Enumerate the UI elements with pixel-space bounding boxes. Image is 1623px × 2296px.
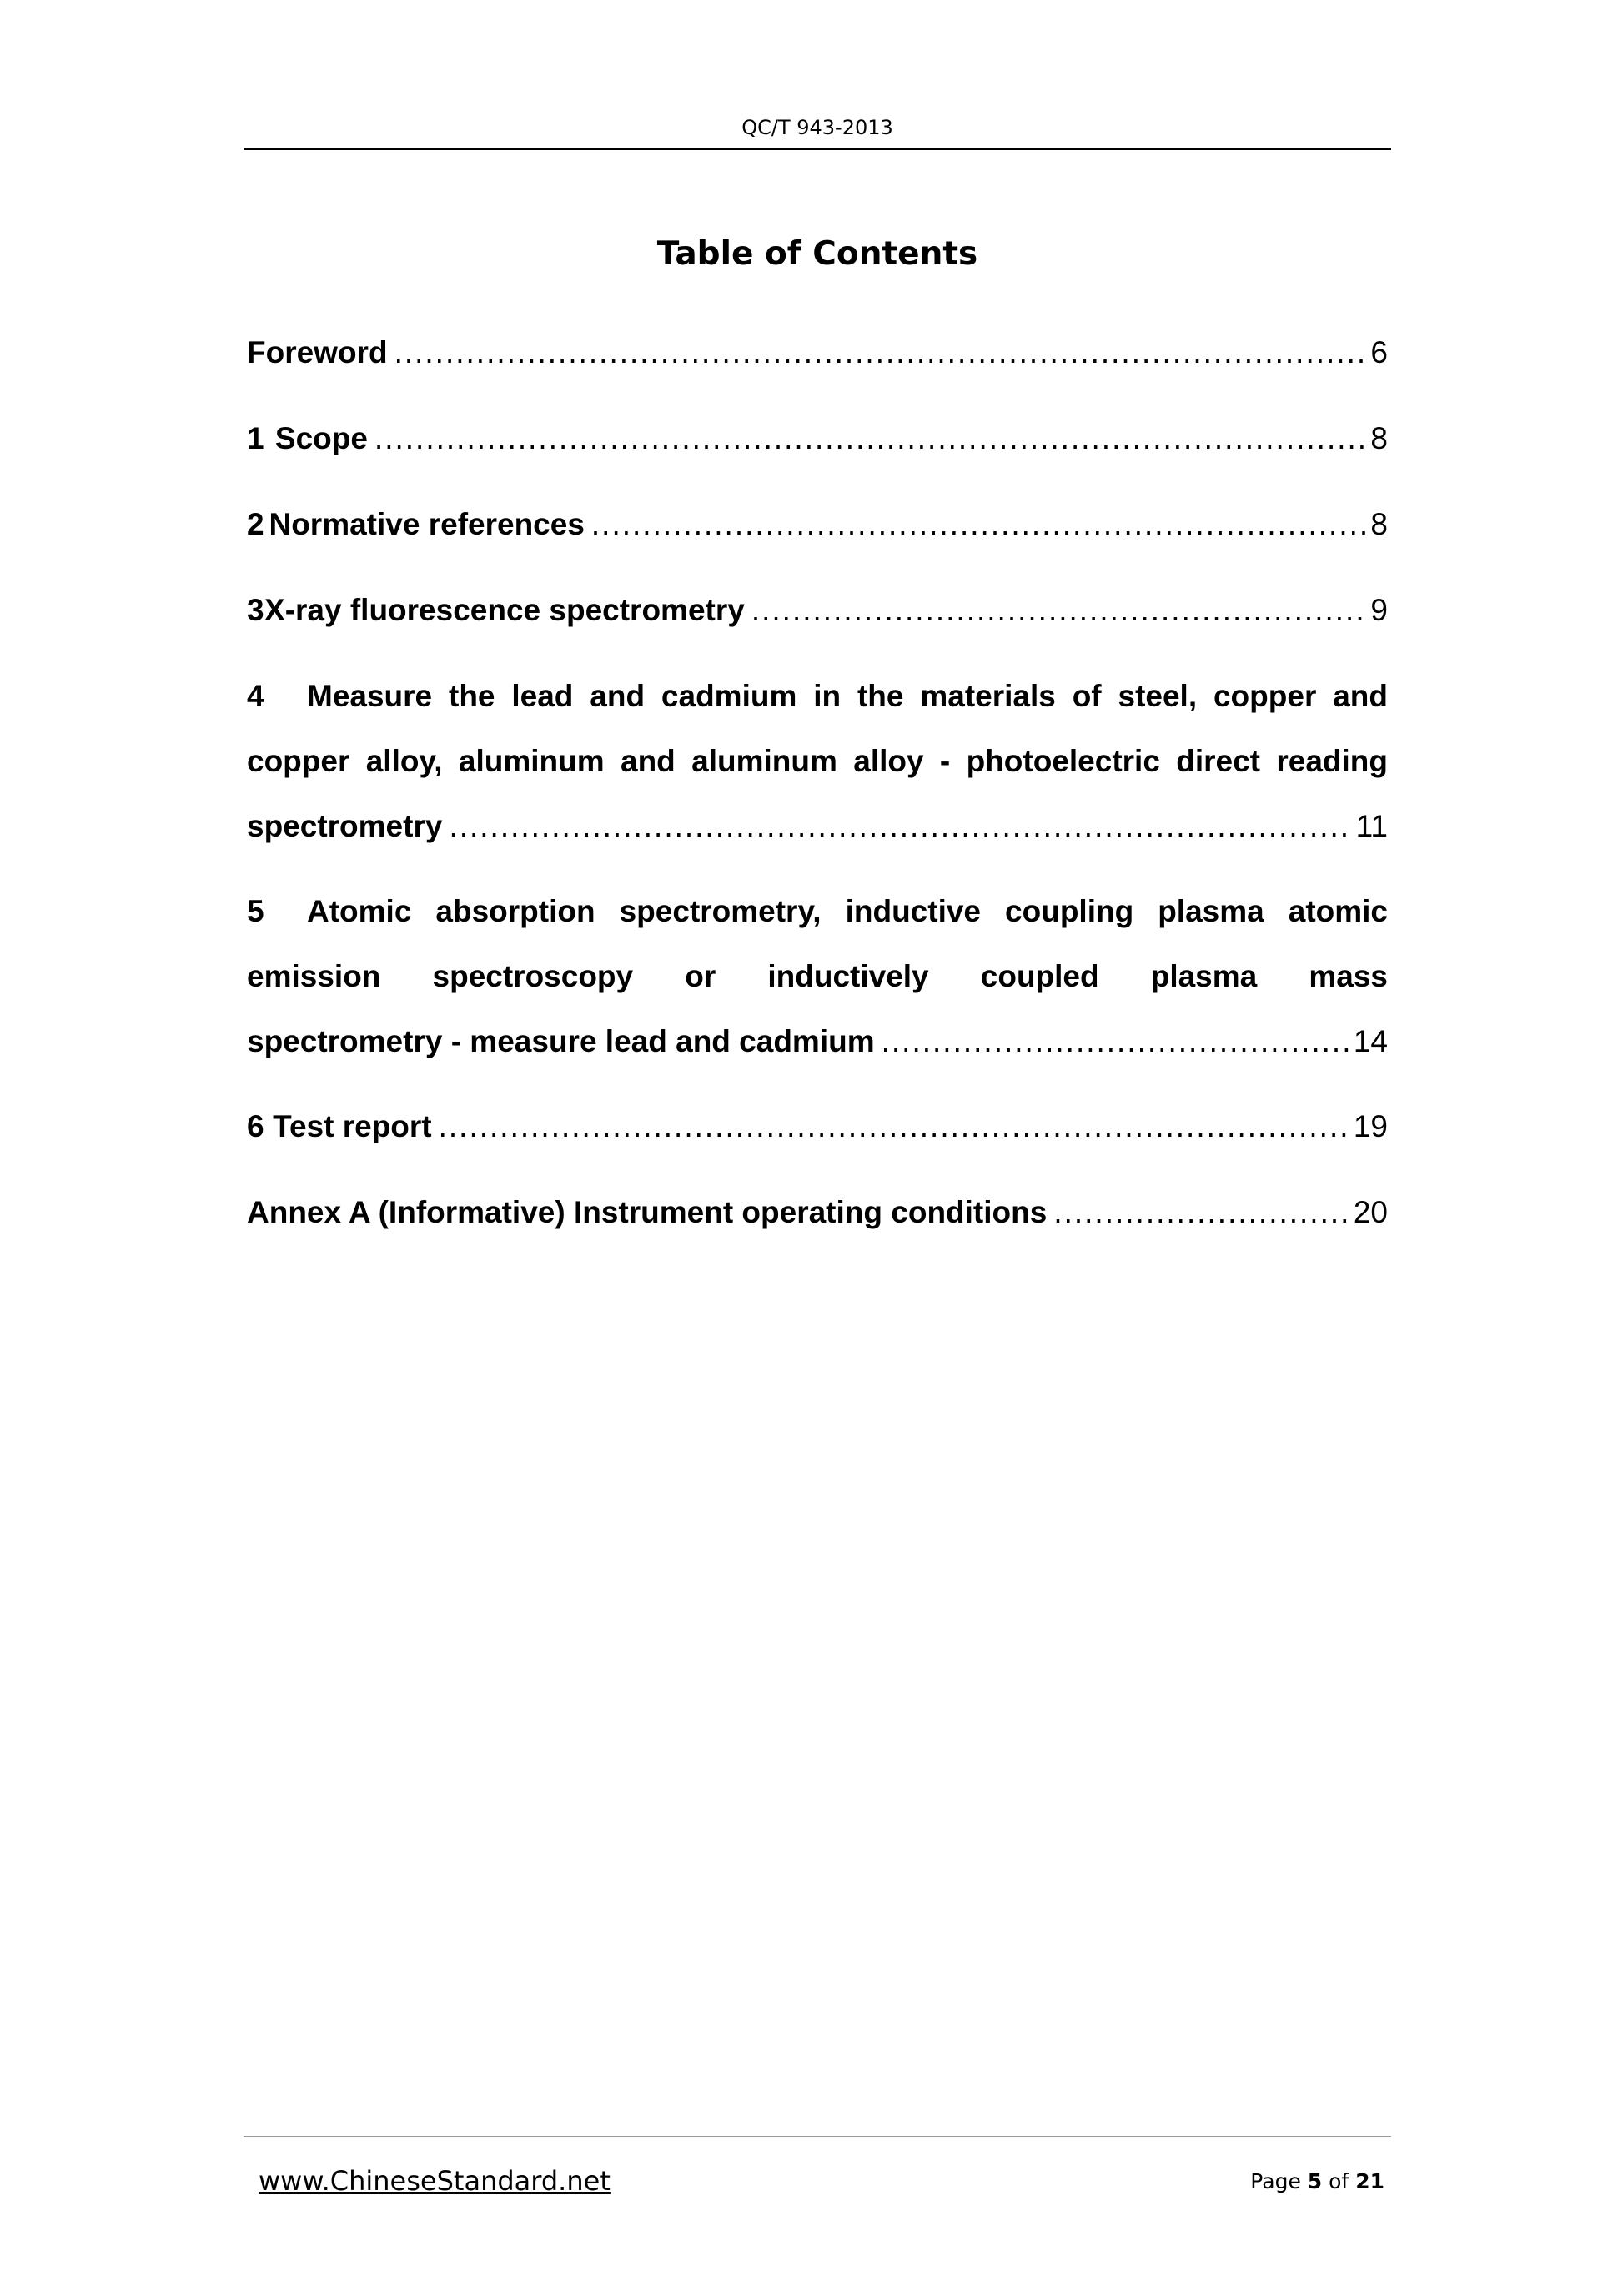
section-number: 2 bbox=[247, 507, 264, 541]
toc-entry-title: Annex A (Informative) Instrument operating conditions bbox=[247, 1195, 1048, 1229]
current-page-number: 5 bbox=[1307, 2169, 1323, 2193]
toc-entry-page: 6 bbox=[1370, 335, 1388, 369]
toc-entry-page: 8 bbox=[1370, 421, 1388, 455]
page-indicator bbox=[1250, 2168, 1384, 2196]
toc-entry-page: 11 bbox=[1355, 809, 1388, 843]
dot-leader bbox=[374, 406, 1367, 471]
toc-entry-title: Foreword bbox=[247, 335, 388, 369]
section-number: 6 bbox=[247, 1109, 264, 1143]
toc-entry-page: 9 bbox=[1370, 593, 1388, 627]
dot-leader bbox=[1053, 1180, 1350, 1245]
toc-entry-normative-references[interactable] bbox=[247, 492, 1388, 557]
toc-entry-page: 8 bbox=[1370, 507, 1388, 541]
dot-leader bbox=[751, 578, 1368, 643]
section-number: 5 bbox=[247, 894, 264, 928]
total-pages-number: 21 bbox=[1355, 2169, 1384, 2193]
section-number: 1 bbox=[247, 421, 264, 455]
dot-leader bbox=[882, 1009, 1350, 1074]
dot-leader bbox=[394, 320, 1368, 385]
toc-entry-title: Scope bbox=[274, 421, 368, 455]
dot-leader bbox=[449, 794, 1352, 859]
toc-entry-test-report[interactable] bbox=[247, 1094, 1388, 1159]
toc-entry-page: 14 bbox=[1353, 1024, 1388, 1058]
section-number: 4 bbox=[247, 679, 264, 713]
toc-entry-title: X-ray fluorescence spectrometry bbox=[264, 593, 745, 627]
toc-entry-title-line3: spectrometry - measure lead and cadmium bbox=[247, 1024, 875, 1058]
dot-leader bbox=[591, 492, 1368, 557]
toc-entry-atomic-absorption[interactable] bbox=[247, 879, 1388, 1074]
document-code-header: QC/T 943-2013 bbox=[741, 116, 893, 139]
toc-entry-page: 19 bbox=[1353, 1109, 1388, 1143]
toc-entry-xray-fluorescence[interactable] bbox=[247, 578, 1388, 643]
toc-entry-measure-lead-cadmium[interactable] bbox=[247, 664, 1388, 859]
toc-entry-title: Test report bbox=[273, 1109, 432, 1143]
toc-entry-title: Normative references bbox=[269, 507, 585, 541]
toc-entry-title-line1: Atomic absorption spectrometry, inductive coupling plasma atomic bbox=[307, 894, 1388, 928]
page-title: Table of Contents bbox=[656, 235, 978, 273]
dot-leader bbox=[439, 1094, 1350, 1159]
toc-entry-title-line2: copper alloy, aluminum and aluminum alloy - photoelectric direct reading bbox=[247, 744, 1388, 778]
toc-entry-page: 20 bbox=[1353, 1195, 1388, 1229]
toc-entry-foreword[interactable] bbox=[247, 320, 1388, 385]
header-divider bbox=[244, 148, 1391, 150]
section-number: 3 bbox=[247, 593, 264, 627]
page-label: Page bbox=[1250, 2169, 1301, 2193]
toc-entry-title-line2: emission spectroscopy or inductively coupled plasma mass bbox=[247, 959, 1388, 993]
toc-entry-annex-a[interactable] bbox=[247, 1180, 1388, 1245]
page-of-label: of bbox=[1329, 2169, 1349, 2193]
footer-divider bbox=[244, 2136, 1391, 2137]
toc-entry-title-line1: Measure the lead and cadmium in the materials of steel, copper and bbox=[307, 679, 1388, 713]
toc-entry-scope[interactable] bbox=[247, 406, 1388, 471]
website-link[interactable]: www.ChineseStandard.net bbox=[259, 2165, 611, 2197]
toc-entry-title-line3: spectrometry bbox=[247, 809, 443, 843]
